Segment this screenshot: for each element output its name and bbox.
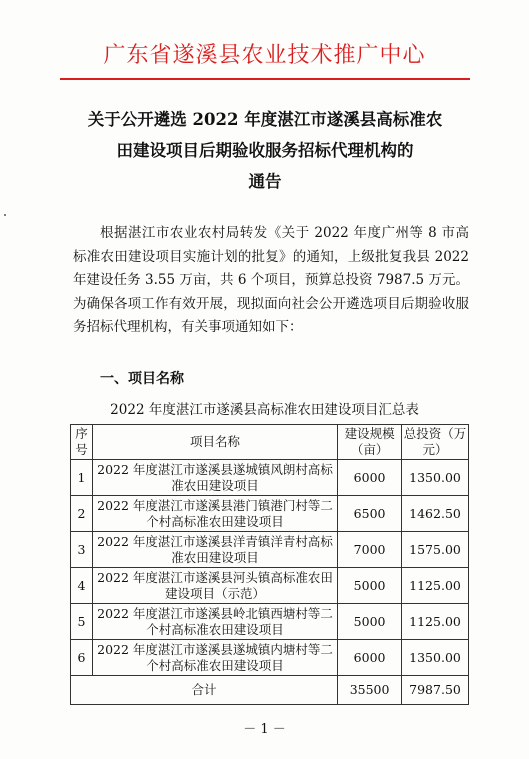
cell-seq: 5	[71, 604, 93, 640]
table-row	[71, 532, 469, 568]
table-total-row	[71, 676, 469, 705]
total-scale: 35500	[338, 676, 402, 705]
cell-seq: 4	[71, 568, 93, 604]
section-heading-project-name: 一、项目名称	[100, 371, 184, 387]
header-name: 项目名称	[92, 425, 337, 460]
total-invest: 7987.50	[402, 676, 469, 705]
table-row	[71, 496, 469, 532]
cell-scale: 5000	[338, 568, 402, 604]
table-header-row	[71, 425, 469, 460]
cell-invest: 1125.00	[402, 568, 469, 604]
title-line-3: 通告	[248, 172, 282, 191]
cell-scale: 7000	[338, 532, 402, 568]
table-row	[71, 460, 469, 496]
cell-seq: 3	[71, 532, 93, 568]
header-seq: 序号	[71, 425, 93, 460]
cell-scale: 5000	[338, 604, 402, 640]
table-row	[71, 640, 469, 676]
total-label: 合计	[71, 676, 338, 705]
scan-speck	[4, 214, 6, 216]
notice-title	[60, 104, 470, 197]
cell-invest: 1350.00	[402, 640, 469, 676]
header-rule	[60, 78, 470, 80]
cell-invest: 1462.50	[402, 496, 469, 532]
table-caption: 2022 年度湛江市遂溪县高标准农田建设项目汇总表	[110, 402, 419, 418]
header-scale: 建设规模（亩）	[338, 425, 402, 460]
cell-name: 2022 年度湛江市遂溪县遂城镇内塘村等二个村高标准农田建设项目	[92, 640, 337, 676]
title-line-2: 田建设项目后期验收服务招标代理机构的	[116, 141, 414, 160]
cell-name: 2022 年度湛江市遂溪县港门镇港门村等二个村高标准农田建设项目	[92, 496, 337, 532]
table-row	[71, 568, 469, 604]
intro-paragraph-block	[73, 222, 469, 340]
org-header: 广东省遂溪县农业技术推广中心	[103, 43, 426, 68]
cell-invest: 1575.00	[402, 532, 469, 568]
cell-invest: 1350.00	[402, 460, 469, 496]
title-line-1: 关于公开遴选 2022 年度湛江市遂溪县高标准农	[87, 110, 443, 129]
cell-name: 2022 年度湛江市遂溪县洋青镇洋青村高标准农田建设项目	[92, 532, 337, 568]
page-number: － 1 －	[243, 722, 286, 737]
table-row	[71, 604, 469, 640]
intro-paragraph: 根据湛江市农业农村局转发《关于 2022 年度广州等 8 市高标准农田建设项目实施计划的批复》的通知，上级批复我县 2022 年建设任务 3.55 万亩，共 6 个项目，预算总投资 7987.5 万元。为确保各项工作有效开展，现拟面向社会公开遴选项目后期验收服务招标代理机构，有关事项通知如下：	[73, 225, 469, 335]
cell-seq: 6	[71, 640, 93, 676]
cell-name: 2022 年度湛江市遂溪县遂城镇风朗村高标准农田建设项目	[92, 460, 337, 496]
cell-scale: 6000	[338, 460, 402, 496]
cell-invest: 1125.00	[402, 604, 469, 640]
cell-seq: 1	[71, 460, 93, 496]
project-summary-table	[70, 424, 469, 705]
cell-scale: 6000	[338, 640, 402, 676]
cell-name: 2022 年度湛江市遂溪县岭北镇西塘村等二个村高标准农田建设项目	[92, 604, 337, 640]
header-invest: 总投资（万元）	[402, 425, 469, 460]
cell-seq: 2	[71, 496, 93, 532]
cell-name: 2022 年度湛江市遂溪县河头镇高标准农田建设项目（示范）	[92, 568, 337, 604]
cell-scale: 6500	[338, 496, 402, 532]
